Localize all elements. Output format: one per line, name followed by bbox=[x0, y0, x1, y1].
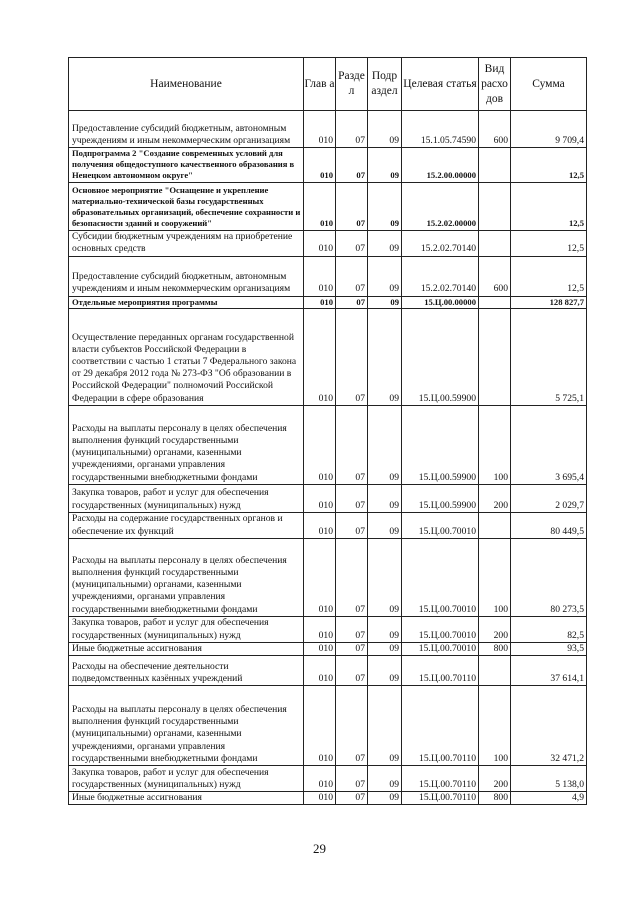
row-podrazdel: 09 bbox=[368, 538, 402, 616]
row-name: Расходы на выплаты персоналу в целях обеспечения выполнения функций государственными (муниципальными) органами, казенными учреждениями, органами управления государственными внебюджетными фондами bbox=[69, 405, 304, 484]
row-name: Отдельные мероприятия программы bbox=[69, 296, 304, 308]
row-vid: 100 bbox=[479, 538, 511, 616]
row-podrazdel: 09 bbox=[368, 766, 402, 792]
row-name: Осуществление переданных органам государственной власти субъектов Российской Федерации в соответствии с частью 1 статьи 7 Федерального закона от 29 декабря 2012 года № 273-ФЗ "Об образовании в Российской Федерации" полномочий Российской Федерации в сфере образования bbox=[69, 308, 304, 405]
row-sum: 80 449,5 bbox=[511, 512, 587, 538]
row-glava: 010 bbox=[304, 616, 336, 642]
row-vid: 100 bbox=[479, 405, 511, 484]
budget-table bbox=[68, 57, 587, 805]
table-row bbox=[69, 792, 587, 805]
row-target: 15.Ц.00.70010 bbox=[402, 642, 479, 655]
row-razdel: 07 bbox=[336, 296, 368, 308]
row-vid bbox=[479, 512, 511, 538]
row-vid: 200 bbox=[479, 484, 511, 512]
row-name: Подпрограмма 2 "Создание современных условий для получения общедоступного качественного образования в Ненецком автономном округе" bbox=[69, 148, 304, 183]
table-row bbox=[69, 686, 587, 766]
table-row bbox=[69, 512, 587, 538]
row-razdel: 07 bbox=[336, 792, 368, 805]
row-razdel: 07 bbox=[336, 538, 368, 616]
header-target: Целевая статья bbox=[402, 58, 479, 111]
row-podrazdel: 09 bbox=[368, 642, 402, 655]
row-sum: 12,5 bbox=[511, 230, 587, 256]
row-target: 15.Ц.00.70110 bbox=[402, 792, 479, 805]
header-glava: Глав а bbox=[304, 58, 336, 111]
row-razdel: 07 bbox=[336, 405, 368, 484]
row-sum: 93,5 bbox=[511, 642, 587, 655]
row-target: 15.Ц.00.70010 bbox=[402, 512, 479, 538]
row-sum: 32 471,2 bbox=[511, 686, 587, 766]
row-glava: 010 bbox=[304, 296, 336, 308]
row-razdel: 07 bbox=[336, 686, 368, 766]
row-podrazdel: 09 bbox=[368, 686, 402, 766]
header-name: Наименование bbox=[69, 58, 304, 111]
row-target: 15.Ц.00.70010 bbox=[402, 538, 479, 616]
row-target: 15.Ц.00.70010 bbox=[402, 616, 479, 642]
header-podrazdel: Подр аздел bbox=[368, 58, 402, 111]
row-vid bbox=[479, 230, 511, 256]
header-row bbox=[69, 58, 587, 111]
row-target: 15.Ц.00.00000 bbox=[402, 296, 479, 308]
row-vid bbox=[479, 296, 511, 308]
row-sum: 4,9 bbox=[511, 792, 587, 805]
row-sum: 37 614,1 bbox=[511, 656, 587, 686]
row-sum: 9 709,4 bbox=[511, 111, 587, 148]
row-vid bbox=[479, 182, 511, 230]
row-glava: 010 bbox=[304, 230, 336, 256]
row-vid: 800 bbox=[479, 642, 511, 655]
row-sum: 5 725,1 bbox=[511, 308, 587, 405]
row-podrazdel: 09 bbox=[368, 256, 402, 296]
row-sum: 12,5 bbox=[511, 256, 587, 296]
row-podrazdel: 09 bbox=[368, 792, 402, 805]
row-glava: 010 bbox=[304, 405, 336, 484]
row-podrazdel: 09 bbox=[368, 405, 402, 484]
table-row bbox=[69, 766, 587, 792]
row-glava: 010 bbox=[304, 656, 336, 686]
row-target: 15.2.02.70140 bbox=[402, 230, 479, 256]
row-razdel: 07 bbox=[336, 656, 368, 686]
row-vid: 600 bbox=[479, 111, 511, 148]
row-sum: 80 273,5 bbox=[511, 538, 587, 616]
header-sum: Сумма bbox=[511, 58, 587, 111]
row-name: Субсидии бюджетным учреждениям на приобретение основных средств bbox=[69, 230, 304, 256]
row-target: 15.Ц.00.59900 bbox=[402, 484, 479, 512]
table-row bbox=[69, 656, 587, 686]
row-podrazdel: 09 bbox=[368, 308, 402, 405]
row-vid: 600 bbox=[479, 256, 511, 296]
row-podrazdel: 09 bbox=[368, 148, 402, 183]
row-glava: 010 bbox=[304, 111, 336, 148]
row-glava: 010 bbox=[304, 686, 336, 766]
row-glava: 010 bbox=[304, 792, 336, 805]
header-razdel: Разде л bbox=[336, 58, 368, 111]
row-target: 15.Ц.00.59900 bbox=[402, 308, 479, 405]
row-glava: 010 bbox=[304, 182, 336, 230]
table-row bbox=[69, 484, 587, 512]
row-name: Иные бюджетные ассигнования bbox=[69, 642, 304, 655]
row-vid: 800 bbox=[479, 792, 511, 805]
row-name: Предоставление субсидий бюджетным, автономным учреждениям и иным некоммерческим организациям bbox=[69, 256, 304, 296]
row-sum: 12,5 bbox=[511, 182, 587, 230]
row-sum: 12,5 bbox=[511, 148, 587, 183]
row-name: Иные бюджетные ассигнования bbox=[69, 792, 304, 805]
row-vid bbox=[479, 656, 511, 686]
row-name: Закупка товаров, работ и услуг для обеспечения государственных (муниципальных) нужд bbox=[69, 484, 304, 512]
row-sum: 2 029,7 bbox=[511, 484, 587, 512]
row-name: Предоставление субсидий бюджетным, автономным учреждениям и иным некоммерческим организациям bbox=[69, 111, 304, 148]
row-target: 15.1.05.74590 bbox=[402, 111, 479, 148]
row-target: 15.Ц.00.59900 bbox=[402, 405, 479, 484]
row-glava: 010 bbox=[304, 512, 336, 538]
row-podrazdel: 09 bbox=[368, 230, 402, 256]
row-razdel: 07 bbox=[336, 230, 368, 256]
row-razdel: 07 bbox=[336, 111, 368, 148]
row-podrazdel: 09 bbox=[368, 484, 402, 512]
row-name: Расходы на содержание государственных органов и обеспечение их функций bbox=[69, 512, 304, 538]
row-podrazdel: 09 bbox=[368, 616, 402, 642]
row-name: Расходы на обеспечение деятельности подведомственных казённых учреждений bbox=[69, 656, 304, 686]
row-glava: 010 bbox=[304, 642, 336, 655]
row-sum: 128 827,7 bbox=[511, 296, 587, 308]
row-sum: 82,5 bbox=[511, 616, 587, 642]
row-podrazdel: 09 bbox=[368, 656, 402, 686]
row-razdel: 07 bbox=[336, 256, 368, 296]
row-podrazdel: 09 bbox=[368, 111, 402, 148]
row-glava: 010 bbox=[304, 766, 336, 792]
row-vid bbox=[479, 308, 511, 405]
row-razdel: 07 bbox=[336, 308, 368, 405]
row-vid: 200 bbox=[479, 616, 511, 642]
table-row bbox=[69, 230, 587, 256]
row-sum: 3 695,4 bbox=[511, 405, 587, 484]
table-row bbox=[69, 405, 587, 484]
row-razdel: 07 bbox=[336, 148, 368, 183]
row-sum: 5 138,0 bbox=[511, 766, 587, 792]
table-row bbox=[69, 111, 587, 148]
row-razdel: 07 bbox=[336, 512, 368, 538]
row-razdel: 07 bbox=[336, 766, 368, 792]
table-row bbox=[69, 538, 587, 616]
row-glava: 010 bbox=[304, 148, 336, 183]
row-name: Закупка товаров, работ и услуг для обеспечения государственных (муниципальных) нужд bbox=[69, 616, 304, 642]
table-row bbox=[69, 182, 587, 230]
table-row bbox=[69, 256, 587, 296]
row-podrazdel: 09 bbox=[368, 512, 402, 538]
row-name: Расходы на выплаты персоналу в целях обеспечения выполнения функций государственными (муниципальными) органами, казенными учреждениями, органами управления государственными внебюджетными фондами bbox=[69, 686, 304, 766]
table-row bbox=[69, 308, 587, 405]
row-razdel: 07 bbox=[336, 484, 368, 512]
row-razdel: 07 bbox=[336, 616, 368, 642]
row-razdel: 07 bbox=[336, 642, 368, 655]
header-vid: Вид расхо дов bbox=[479, 58, 511, 111]
page-number: 29 bbox=[313, 841, 326, 856]
row-glava: 010 bbox=[304, 256, 336, 296]
row-glava: 010 bbox=[304, 484, 336, 512]
row-name: Расходы на выплаты персоналу в целях обеспечения выполнения функций государственными (муниципальными) органами, казенными учреждениями, органами управления государственными внебюджетными фондами bbox=[69, 538, 304, 616]
row-target: 15.2.02.00000 bbox=[402, 182, 479, 230]
row-target: 15.Ц.00.70110 bbox=[402, 656, 479, 686]
row-name: Закупка товаров, работ и услуг для обеспечения государственных (муниципальных) нужд bbox=[69, 766, 304, 792]
row-target: 15.2.02.70140 bbox=[402, 256, 479, 296]
row-target: 15.Ц.00.70110 bbox=[402, 686, 479, 766]
row-name: Основное мероприятие "Оснащение и укрепление материально-технической базы государственных образовательных организаций, обеспечение сохранности и безопасности зданий и сооружений" bbox=[69, 182, 304, 230]
table-row bbox=[69, 296, 587, 308]
row-target: 15.Ц.00.70110 bbox=[402, 766, 479, 792]
row-vid bbox=[479, 148, 511, 183]
row-target: 15.2.00.00000 bbox=[402, 148, 479, 183]
row-vid: 200 bbox=[479, 766, 511, 792]
table-row bbox=[69, 148, 587, 183]
row-vid: 100 bbox=[479, 686, 511, 766]
table-row bbox=[69, 642, 587, 655]
row-razdel: 07 bbox=[336, 182, 368, 230]
row-glava: 010 bbox=[304, 538, 336, 616]
row-glava: 010 bbox=[304, 308, 336, 405]
row-podrazdel: 09 bbox=[368, 182, 402, 230]
table-row bbox=[69, 616, 587, 642]
row-podrazdel: 09 bbox=[368, 296, 402, 308]
